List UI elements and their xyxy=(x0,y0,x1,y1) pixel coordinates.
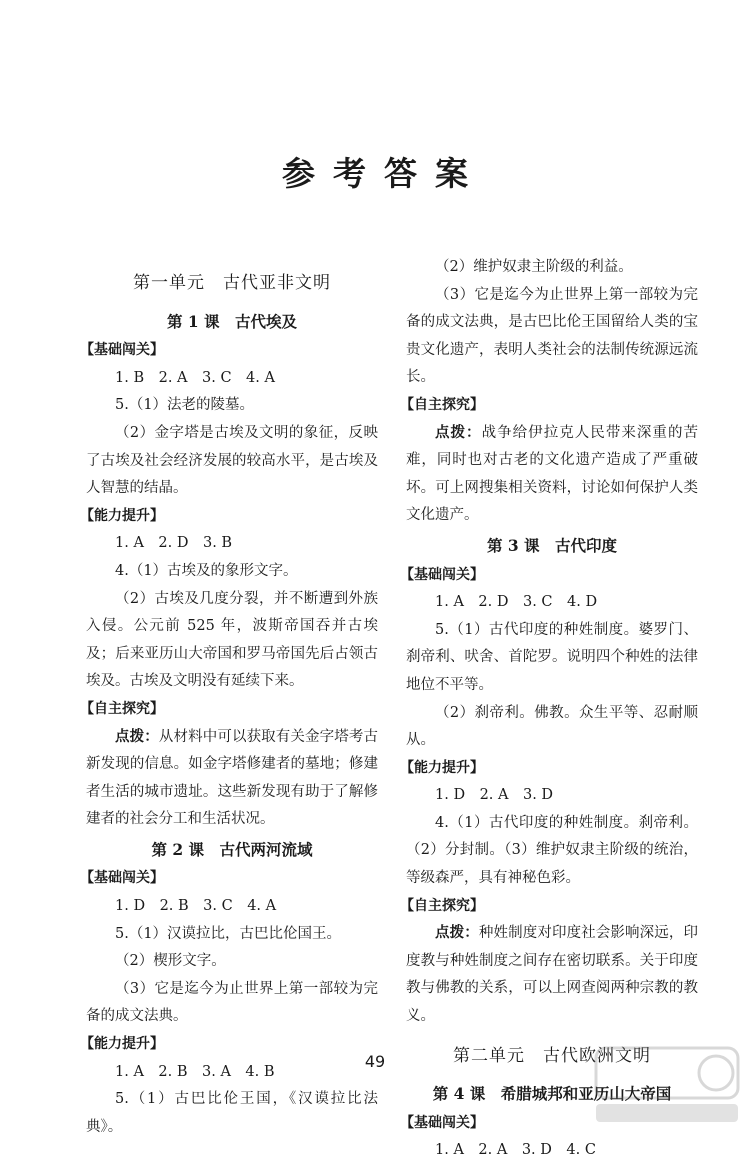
answer-paragraph: 5.（1）古代印度的种姓制度。婆罗门、刹帝利、吠舍、首陀罗。说明四个种姓的法律地位不平等。 xyxy=(406,621,698,693)
answer-paragraph: 4.（1）古埃及的象形文字。 xyxy=(115,562,298,579)
answer-paragraph: 5.（1）古巴比伦王国，《汉谟拉比法典》。 xyxy=(86,1091,378,1135)
answer-paragraph: （2）古埃及几度分裂，并不断遭到外族入侵。公元前 525 年，波斯帝国吞并古埃及；后来亚历山大帝国和罗马帝国先后占领古埃及。古埃及文明没有延续下来。 xyxy=(86,590,378,690)
section-heading: 【能力提升】 xyxy=(80,507,164,524)
hint-text: 种姓制度对印度社会影响深远，印度教与种姓制度之间存在密切联系。关于印度教与佛教的关系，可以上网查阅两种宗教的教义。 xyxy=(406,925,699,1025)
answer-paragraph: 1. A 2. B 3. A 4. B xyxy=(115,1063,275,1080)
hint-label: 点拨： xyxy=(435,424,482,441)
hint-paragraph xyxy=(86,724,378,834)
answer-paragraph: 4.（1）古代印度的种姓制度。刹帝利。（2）分封制。（3）维护奴隶主阶级的统治，等级森严，具有神秘色彩。 xyxy=(406,814,698,887)
answer-paragraph: 1. A 2. A 3. D 4. C xyxy=(435,1142,596,1159)
answer-paragraph: 1. A 2. D 3. B xyxy=(115,535,233,552)
unit-heading: 第二单元 古代欧洲文明 xyxy=(453,1045,651,1066)
section-heading: 【自主探究】 xyxy=(80,700,164,717)
section-heading: 【能力提升】 xyxy=(80,1036,164,1053)
lesson-heading: 第 4 课 希腊城邦和亚历山大帝国 xyxy=(432,1084,672,1104)
page-number: 49 xyxy=(364,1052,386,1071)
hint-text: 战争给伊拉克人民带来深重的苦难，同时也对古老的文化遗产造成了严重破坏。可上网搜集相关资料，讨论如何保护人类文化遗产。 xyxy=(406,424,698,524)
section-heading: 【自主探究】 xyxy=(400,396,484,413)
hint-paragraph xyxy=(406,920,698,1030)
watermark-logo xyxy=(592,1042,742,1126)
hint-label: 点拨： xyxy=(435,925,479,942)
answer-paragraph: （2）维护奴隶主阶级的利益。 xyxy=(435,259,633,275)
left-column xyxy=(80,258,379,1141)
lesson-heading: 第 3 课 古代印度 xyxy=(486,535,618,555)
hint-text: 从材料中可以获取有关金字塔考古新发现的信息。如金字塔修建者的墓地；修建者生活的城市遗址。这些新发现有助于了解修建者的社会分工和生活状况。 xyxy=(86,728,379,828)
right-column xyxy=(400,254,699,1165)
answer-paragraph: 5.（1）法老的陵墓。 xyxy=(115,397,255,414)
answer-paragraph: （3）它是迄今为止世界上第一部较为完备的成文法典，是古巴比伦王国留给人类的宝贵文化遗产，表明人类社会的法制传统源远流长。 xyxy=(406,286,698,386)
section-heading: 【基础闯关】 xyxy=(400,1114,484,1131)
section-heading: 【能力提升】 xyxy=(400,759,484,776)
lesson-heading: 第 2 课 古代两河流域 xyxy=(151,839,313,859)
answer-paragraph: 1. B 2. A 3. C 4. A xyxy=(115,369,275,386)
answer-paragraph: 5.（1）汉谟拉比，古巴比伦国王。 xyxy=(115,925,342,942)
answer-paragraph: （2）刹帝利。佛教。众生平等、忍耐顺从。 xyxy=(406,704,698,749)
section-heading: 【基础闯关】 xyxy=(80,870,164,887)
answer-paragraph: 1. D 2. A 3. D xyxy=(435,787,554,804)
page-title: 参考答案 xyxy=(282,154,486,193)
section-heading: 【基础闯关】 xyxy=(400,566,484,583)
answer-paragraph: 1. D 2. B 3. C 4. A xyxy=(115,898,277,915)
answer-paragraph: （2）金字塔是古埃及文明的象征，反映了古埃及社会经济发展的较高水平，是古埃及人智慧的结晶。 xyxy=(86,424,378,497)
section-heading: 【自主探究】 xyxy=(400,897,484,914)
answer-paragraph: （2）楔形文字。 xyxy=(115,953,226,970)
unit-heading: 第一单元 古代亚非文明 xyxy=(133,273,331,293)
lesson-heading: 第 1 课 古代埃及 xyxy=(166,311,298,331)
section-heading: 【基础闯关】 xyxy=(80,342,164,359)
hint-label: 点拨： xyxy=(115,728,159,745)
answer-paragraph: 1. A 2. D 3. C 4. D xyxy=(435,594,598,611)
answer-paragraph: （3）它是迄今为止世界上第一部较为完备的成文法典。 xyxy=(86,980,378,1025)
hint-paragraph xyxy=(406,420,698,530)
